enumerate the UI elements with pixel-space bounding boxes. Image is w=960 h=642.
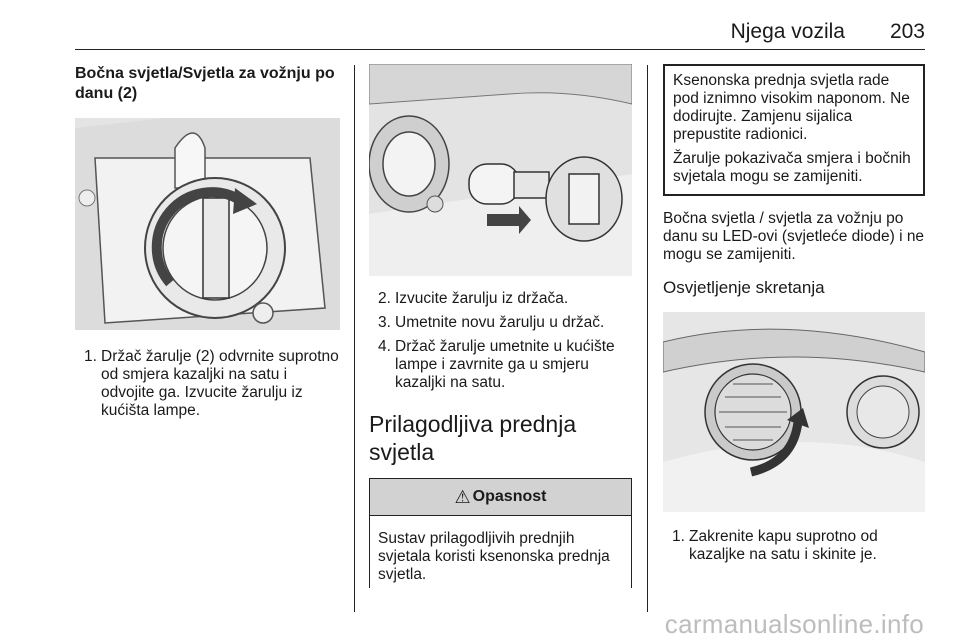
column-divider [647,65,648,612]
section-heading: Prilagodljiva prednja svjetla [369,411,577,465]
bulb-holder-illustration [75,118,340,330]
danger-text: Sustav prilagodljivih prednjih svjetala koristi ksenonska prednja svjetla. [378,530,610,583]
warning-triangle-icon: ⚠ [454,486,471,507]
watermark: carmanualsonline.info [664,609,924,639]
body-paragraph: Bočna svjetla / svjetla za vožnju po danu su LED-ovi (svjetleće diode) i ne mogu se zamijeniti. [663,210,925,263]
steps-list [369,290,632,392]
note-paragraph: Žarulje pokazivača smjera i bočnih svjetala mogu se zamijeniti. [673,150,911,185]
header-title: Njega vozila [730,20,845,43]
steps-list [75,348,340,420]
danger-header [370,479,631,516]
list-item: 4. Držač žarulje umetnite u kućište lampe i zavrnite ga u smjeru kazaljki na satu. [378,338,615,391]
danger-title: Opasnost [472,488,547,505]
section-heading: Bočna svjetla/Svjetla za vožnju po danu (2) [75,65,335,102]
bulb-replacement-illustration [369,64,632,276]
column-right [663,64,925,570]
section-heading: Osvjetljenje skretanja [663,278,825,297]
steps-list [663,528,925,564]
page-number: 203 [889,20,925,43]
page-header [75,0,925,56]
list-item: 1. Držač žarulje (2) odvrnite suprotno od smjera kazaljki na satu i odvojite ga. Izvucite žarulju iz kućišta lampe. [84,348,339,419]
header-rule [75,49,925,50]
note-box [663,64,925,196]
danger-box [369,478,632,588]
list-item: 2. Izvucite žarulju iz držača. [378,290,569,307]
cornering-light-illustration [663,312,925,512]
list-item: 3. Umetnite novu žarulju u držač. [378,314,605,331]
column-divider [354,65,355,612]
column-left [75,64,340,426]
column-middle [369,64,632,588]
note-paragraph: Ksenonska prednja svjetla rade pod iznimno visokim naponom. Ne dodirujte. Zamjenu sijalica prepustite radionici. [673,72,910,143]
list-item: 1. Zakrenite kapu suprotno od kazaljke na satu i skinite je. [672,528,878,563]
